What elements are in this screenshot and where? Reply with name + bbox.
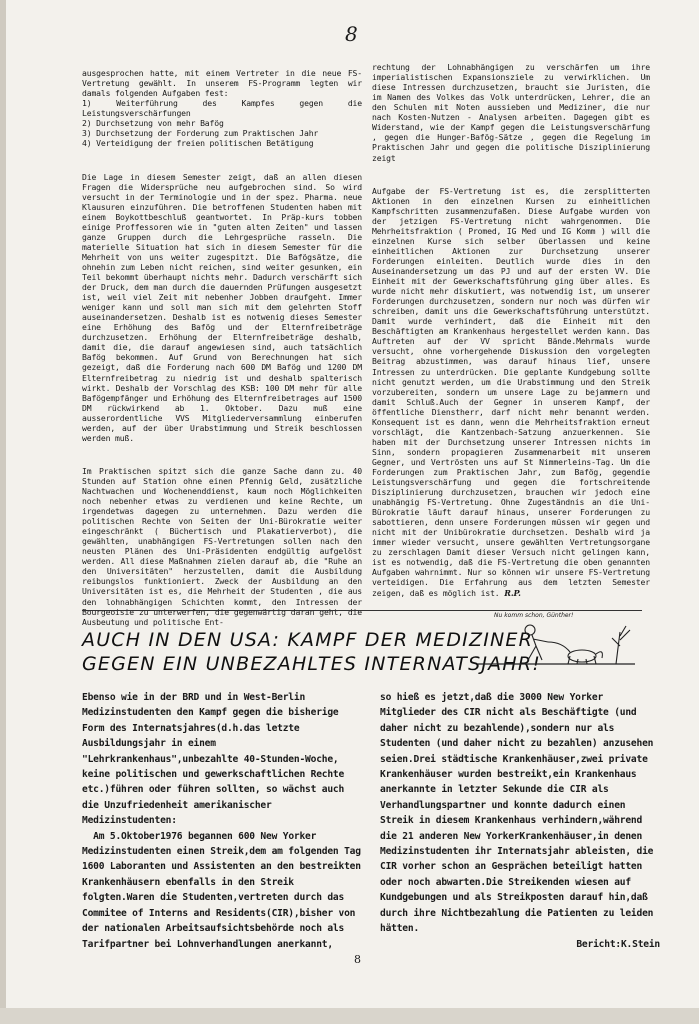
cartoon-caption: Nu komm schon, Günther! (494, 612, 574, 619)
cartoon-figure-right (568, 626, 630, 664)
headline-line-1: AUCH IN DEN USA: KAMPF DER MEDIZINER (82, 629, 534, 651)
page-number-bottom: 8 (354, 953, 361, 966)
article-headline (82, 628, 542, 676)
article-right-text: so hieß es jetzt,daß die 3000 New Yorker Mitglieder des CIR nicht als Beschäftigte (und daher nicht zu bezahlende),sondern nur als Studenten (und daher nicht zu bezahlen) anzusehen seien.Drei städtische Krankenhäuser,zwei private Krankenhäuser wurden bestreikt,ein Krankenhaus anerkannte in letzter Sekunde die CIR als Verhandlungspartner und konnte dadurch einen Streik in diesem Krankenhaus verhindern,während die 21 anderen New YorkerKrankenhäuser,in denen Medizinstudenten ihr Internatsjahr ableisten, die CIR vorher schon an Gesprächen beteiligt hatten oder noch abwarten.Die Streikenden wiesen auf Kundgebungen und als Streikposten darauf hin,daß durch ihre Nichtbezahlung die Patienten zu leiden hätten. (380, 692, 659, 935)
cartoon-illustration (470, 612, 640, 682)
paragraph: Die Lage in diesem Semester zeigt, daß an allen diesen Fragen die Widersprüche neu aufgebrochen sind. So wird versucht in der Terminologie und in der spez. Pharma. neue Klausuren einzuführen. Die betroffenen Studenten haben mit einem Boykottbeschluß geantwortet. In Präp-kurs tobben einige Proffessoren wie in "guten alten Zeiten" und lassen ganze Gruppen durch die Lehrgesprüche rasseln. Die materielle Situation hat sich in diesem Semester für die Mehrheit von uns weiter zugespitzt. Die Bafögsätze, die ohnehin zum Leben nicht reichen, sind weiter gesunken, ein Teil bekommt überhaupt nichts mehr. Dadurch verschärft sich der Druck, dem man durch die dauernden Prüfungen ausgesetzt ist, weil viel Zeit mit nebenher Jobben draufgeht. Immer weniger kann und soll man sich mit dem gelehrten Stoff auseinandersetzen. Deshalb ist es notwenig dieses Semester eine Erhöhung des Bafög und der Elternfreibeträge durchzusetzen. Erhöhung der Elternfreibeträge deshalb, damit die, die darauf angewiesen sind, auch tatsächlich Bafög bekommen. Auf Grund von Berechnungen hat sich gezeigt, daß die Forderung nach 600 DM Bafög und 1200 DM Elternfreibetrag zu niedrig ist und deshalb spalterisch wirkt. Deshalb der Vorschlag des KSB: 100 DM mehr für alle Bafögempfänger und Erhöhung des Elternfreibetrages auf 1500 DM rückwirkend ab 1. Oktober. Dazu muß eine ausserordentliche VVS Mitgliederversammlung einberufen werden, auf der über Urabstimmung und Streik beschlossen werden muß. (82, 171, 367, 443)
paragraph: rechtung der Lohnabhängigen zu verschärfen um ihre imperialistischen Expansionsziele zu verwirklichen. Um diese Intressen durchzusetzen, braucht sie Juristen, die im Namen des Volkes das Volk unterdrücken, Lehrer, die an den Schulen mit Noten aussieben und Mediziner, die nur nach Kosten-Nutzen - Analysen arbeiten. Dagegen gibt es Widerstand, wie der Kampf gegen die Leistungsverschärfung , gegen die Hunger-Bafög-Sätze , gegen die Regelung im Praktischen Jahr und gegen die politische Disziplinierung zeigt (372, 62, 655, 163)
page-number-top: 8 (345, 22, 358, 46)
cartoon-figure-left (525, 625, 570, 660)
paragraph: ausgesprochen hatte, mit einem Vertreter in die neue FS-Vertretung gewählt. In unserem FS-Programm legten wir damals folgenden Aufgaben fest: 1) Weiterführung des Kampfes gegen die Leistungsverschärfungen 2) Durchsetzung von mehr Bafög 3) Durchsetzung der Forderung zum Praktischen Jahr 4) Verteidigung der freien politischen Betätigung (82, 68, 362, 149)
paragraph: Im Praktischen spitzt sich die ganze Sache dann zu. 40 Stunden auf Station ohne einen Pfennig Geld, zusätzliche Nachtwachen und Wochenenddienst, kaum noch Möglichkeiten noch nebenher etwas zu verdienen und keine Rechte, um irgendetwas dagegen zu unternehmen. Dazu werden die politischen Rechte von Seiten der Uni-Bürokratie weiter eingeschränkt ( Büchertisch und Plakatierverbot), die gewählten, unabhängigen FS-Vertretungen sollen nach den neusten Plänen des Uni-Präsidenten endgültig aufgelöst werden. All diese Maßnahmen zielen darauf ab, die "Ruhe an den Universitäten" herzustellen, damit die Ausbildung reibungslos funktioniert. Zweck der Ausbildung an den Universitäten ist es, die Mehrheit der Studenten , die aus den lohnabhängigen Schichten kommt, den Intressen der Bourgeoisie zu unterwerfen, die gegenwärtig daran geht, die Ausbeutung und politische Ent- (82, 465, 367, 627)
paragraph-text: Aufgabe der FS-Vertretung ist es, die zersplitterten Aktionen in den einzelnen Kursen zu einheitlichen Kampfschritten zusammenzufaßen. Diese Aufgabe wurden von der jetzigen FS-Vertretung nicht wahrgenommen. Die Mehrheitsfraktion ( Promed, IG Med und IG Komm ) will die einzelnen Kurse sich selber überlassen und keine einheitlichen Aktionen zur Durchsetzung unserer Forderungen einleiten. Deutlich wurde dies in den Auseinandersetzung um das PJ und auf der ersten VV. Die Einheit mit der Gewerkschaftsführung ging über alles. Es wurde nicht mehr diskutiert, was notwendig ist, um unserer Forderungen durchzusetzen, sondern nur noch was dürfen wir schreiben, damit uns die Gewerkschaftsführung unterstützt. Damit wurde verhindert, daß die Einheit mit den Beschäftigten am Krankenhaus hergestellet werden kann. Das Auftreten auf der VV spricht Bände.Mehrmals wurde versucht, ohne vorhergehende Diskussion den vorgelegten Beitrag abzustimmen, was darauf hinaus lief, unsere Intressen zu unterdrücken. Die geplante Kundgebung sollte nicht genutzt werden, um die Urabstimmung und den Streik vorzubereiten, sondern um unsere Lage zu bejammern und damit Schluß.Auch der Gegner in unserem Kampf, der öffentliche Dienstherr, darf nicht mehr benannt werden. Konsequent ist es dann, wenn die Mehrheitsfraktion erneut vorschlägt, die Kantzenbach-Satzung anzuerkennen. Sie haben mit der Durchsetzung unserer Intressen nichts im Sinn, sondern propagieren Zusammenarbeit mit unserem Gegner, und Vertrösten uns auf St Nimmerleins-Tag. Um die Forderungen zum Praktischen Jahr, zum Bafög, gegendie Leistungsverschärfung und gegen die fortschreitende Disziplinierung durchzusetzen, brauchen wir jedoch eine unabhängig FS-Vertretung. Ohne Zugeständnis an die Uni-Bürokratie läuft darauf hinaus, unserer Forderungen zu sabottieren, denn unsere Forderungen müssen wir gegen und nicht mit der Unibürokratie durchsetzen. Deshalb wird ja immer wieder versucht, unsere gewählten Vertretungsorgane zu zerschlagen Damit dieser Versuch nicht gelingen kann, ist es notwendig, daß die FS-Vertretung die oben genannten Aufgaben wahrnimmt. Nur so können wir unsere FS-Vertretung verteidigen. Die Erfahrung aus dem letzten Semester zeigen, daß es möglich ist. (372, 185, 655, 598)
paragraph (372, 185, 655, 598)
left-text-column (82, 48, 367, 650)
page-bottom-edge (0, 1008, 699, 1024)
signature: R.P. (504, 587, 521, 598)
binding-spine (0, 0, 6, 1024)
article-byline: Bericht:K.Stein (576, 938, 660, 950)
article-right-column (380, 690, 660, 952)
right-text-column (372, 42, 655, 621)
section-divider (82, 610, 642, 611)
article-left-column: Ebenso wie in der BRD und in West-Berlin Medizinstudenten den Kampf gegen die bisherige Form des Internatsjahres(d.h.das letzte Ausbildungsjahr in einem "Lehrkrankenhaus",unbezahlte 40-Stunden-Woche, keine politischen und gewerkschaftlichen Rechte etc.)führen oder führen sollten, so wächst auch die Unzufriedenheit amerikanischer Medizinstudenten: Am 5.Oktober1976 begannen 600 New Yorker Medizinstudenten einen Streik,dem am folgenden Tag 1600 Laboranten und Assistenten an den bestreikten Krankenhäusern ebenfalls in den Streik folgten.Waren die Studenten,vertreten durch das Commitee of Interns and Residents(CIR),bisher von der nationalen Arbeitsaufsichtsbehörde noch als Tarifpartner bei Lohnverhandlungen anerkannt, (82, 692, 361, 950)
headline-line-2: GEGEN EIN UNBEZAHLTES INTERNATSJAHR! (82, 653, 542, 675)
